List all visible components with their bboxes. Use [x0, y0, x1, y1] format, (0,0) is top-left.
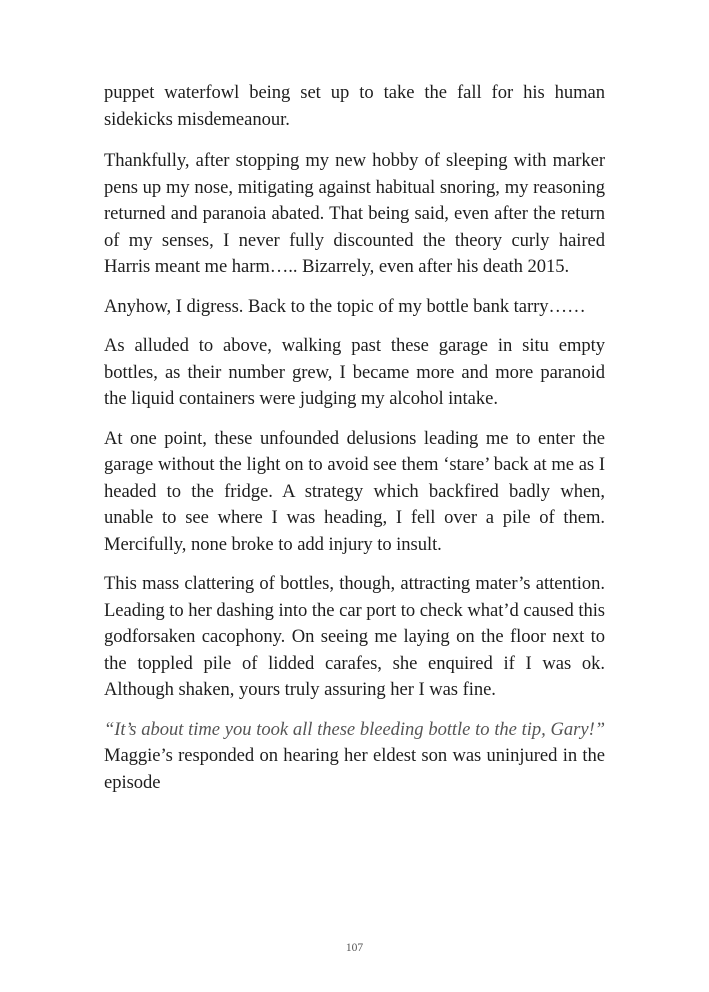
paragraph: At one point, these unfounded delusions leading me to enter the garage without the light on to avoid see them ‘stare’ back at me as I headed to the fridge. A strategy which backfired badly when, unable to see where I was heading, I fell over a pile of them. Mercifully, none broke to add injury to insult.: [104, 427, 605, 555]
document-page: [104, 80, 605, 809]
paragraph: This mass clattering of bottles, though, attracting mater’s attention. Leading to her dashing into the car port to check what’d caused this godforsaken cacophony. On seeing me laying on the floor next to the toppled pile of lidded carafes, she enquired if I was ok. Although shaken, yours truly assuring her I was fine.: [104, 573, 605, 700]
final-paragraph: [104, 717, 605, 797]
paragraph: Anyhow, I digress. Back to the topic of my bottle bank tarry……: [104, 295, 586, 317]
paragraph-text: Maggie’s responded on hearing her eldest son was uninjured in the episode: [104, 745, 605, 793]
paragraph: puppet waterfowl being set up to take the fall for his human sidekicks misdemeanour.: [104, 82, 605, 130]
paragraph: Thankfully, after stopping my new hobby of sleeping with marker pens up my nose, mitigating against habitual snoring, my reasoning returned and paranoia abated. That being said, even after the return of my senses, I never fully discounted the theory curly haired Harris meant me harm….. Bizarrely, even after his death 2015.: [104, 150, 605, 277]
paragraph: As alluded to above, walking past these garage in situ empty bottles, as their number grew, I became more and more paranoid the liquid containers were judging my alcohol intake.: [104, 335, 605, 409]
dialogue-quote: “It’s about time you took all these bleeding bottle to the tip, Gary!”: [104, 718, 605, 740]
page-number: 107: [345, 942, 364, 954]
